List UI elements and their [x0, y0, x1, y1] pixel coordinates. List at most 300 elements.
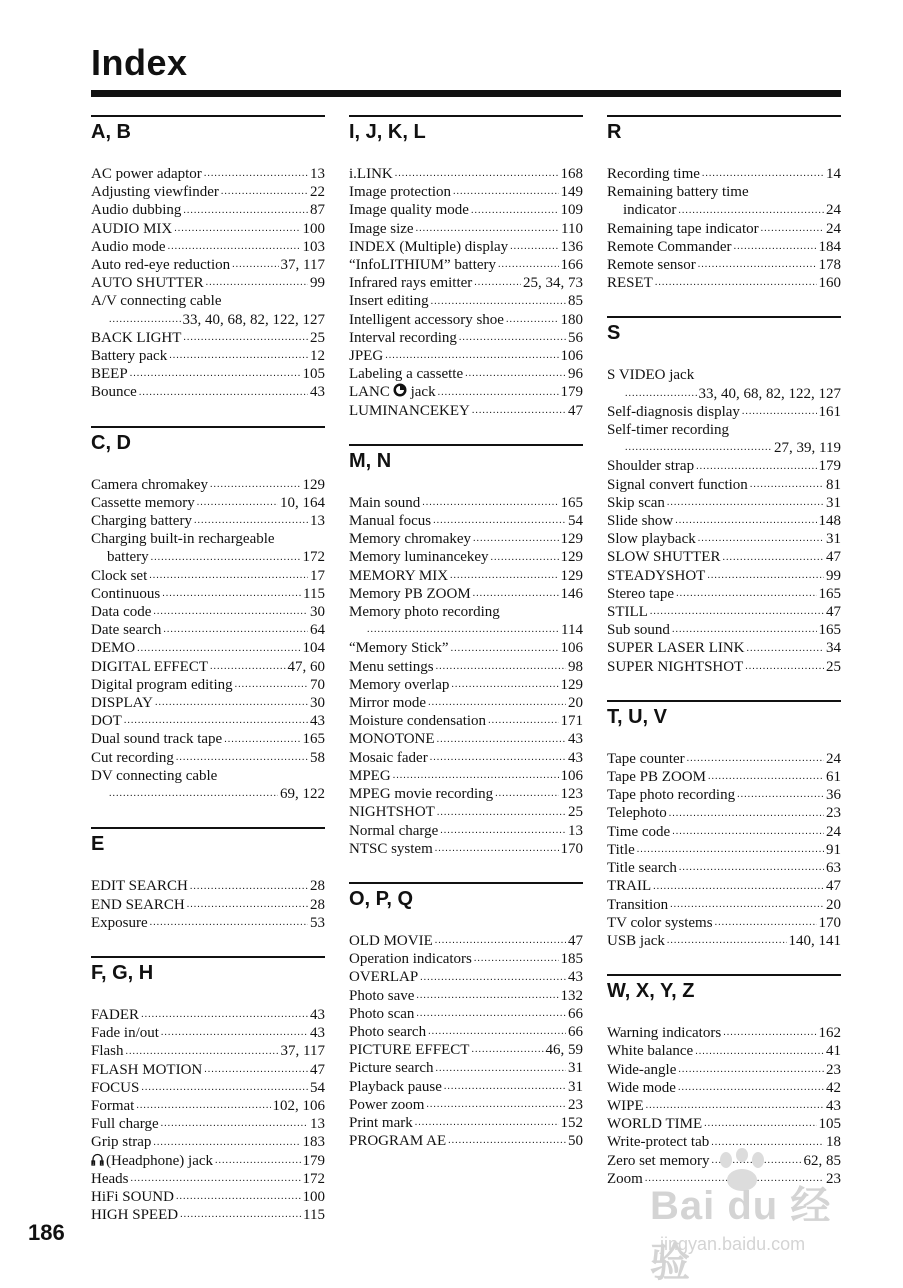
entry-pages: 20 [826, 896, 841, 913]
index-entry [91, 365, 325, 383]
section-gap [349, 420, 583, 444]
index-entry [607, 457, 841, 475]
entry-term [349, 329, 457, 347]
leader-dots [420, 971, 566, 985]
entry-term [349, 567, 448, 585]
entry-pages: 37, 117 [280, 1043, 325, 1060]
index-entry [349, 1096, 583, 1114]
index-entry [91, 585, 325, 603]
entry-pages: 25 [826, 658, 841, 675]
entry-term [349, 658, 434, 676]
entry-term [91, 1115, 159, 1133]
entry-line [607, 658, 841, 676]
entry-pages: 129 [560, 531, 583, 548]
entry-line [607, 786, 841, 804]
index-entry [91, 749, 325, 767]
index-entry [91, 914, 325, 932]
section-heading: T, U, V [607, 700, 841, 750]
leader-dots [416, 222, 559, 236]
entry-term [349, 639, 449, 657]
leader-dots [141, 1008, 308, 1022]
entry-term-text: DEMO [91, 640, 136, 657]
entry-term [91, 165, 202, 183]
entry-continuation: battery [107, 549, 149, 566]
entry-term [91, 1133, 151, 1151]
section-heading: C, D [91, 426, 325, 476]
entry-term-text: Power zoom [349, 1096, 425, 1113]
entry-term-text: Manual focus [349, 513, 432, 530]
entry-pages: 25 [310, 329, 325, 346]
entry-pages: 136 [560, 238, 583, 255]
entry-term [607, 165, 700, 183]
entry-line [607, 1097, 841, 1115]
entry-pages: 165 [302, 731, 325, 748]
entry-term-text: SUPER NIGHTSHOT [607, 658, 744, 675]
leader-dots [221, 185, 308, 199]
entry-term [349, 585, 471, 603]
leader-dots [723, 1026, 816, 1040]
entry-pages: 110 [561, 220, 583, 237]
entry-line [349, 220, 583, 238]
leader-dots [678, 1081, 824, 1095]
index-entry [349, 383, 583, 401]
entry-pages: 99 [310, 275, 325, 292]
entry-term-text: “InfoLITHIUM” battery [349, 257, 497, 274]
index-entry [607, 896, 841, 914]
index-entry [91, 1024, 325, 1042]
entry-term-text: Skip scan [607, 494, 665, 511]
entry-term [91, 238, 166, 256]
entry-term-text: STEADYSHOT [607, 567, 706, 584]
index-entry [607, 183, 841, 219]
entry-line [607, 585, 841, 603]
entry-term-text: Image protection [349, 184, 452, 201]
index-entry [349, 220, 583, 238]
entry-term [91, 730, 222, 748]
entry-term [349, 803, 435, 821]
entry-pages: 183 [302, 1134, 325, 1151]
entry-line [349, 1023, 583, 1041]
index-entry [607, 1097, 841, 1115]
entry-term-text: OLD MOVIE [349, 932, 433, 949]
entry-line [91, 877, 325, 895]
index-entry [607, 1024, 841, 1042]
entry-term-text: NTSC system [349, 840, 433, 857]
entry-line [349, 512, 583, 530]
index-entry [349, 822, 583, 840]
entry-line [91, 1115, 325, 1133]
entry-term-text: LANC [349, 384, 390, 401]
index-entry [91, 1006, 325, 1024]
entry-term [349, 1132, 446, 1150]
entry-line [607, 1042, 841, 1060]
entry-line [607, 530, 841, 548]
entry-line [607, 548, 841, 566]
entry-term-text: PICTURE EFFECT [349, 1042, 470, 1059]
entry-line [607, 914, 841, 932]
entry-term [91, 201, 181, 219]
entry-line [607, 896, 841, 914]
entry-term [349, 365, 463, 383]
entry-pages: 24 [826, 750, 841, 767]
leader-dots [130, 367, 301, 381]
leader-dots [124, 714, 308, 728]
index-entry [91, 1206, 325, 1224]
entry-term-text: Slide show [607, 513, 674, 530]
leader-dots [488, 714, 558, 728]
entry-term-text: SUPER LASER LINK [607, 640, 745, 657]
entry-pages: 170 [560, 840, 583, 857]
leader-dots [139, 386, 308, 400]
index-entry [91, 292, 325, 328]
entry-term-text: HiFi SOUND [91, 1188, 174, 1205]
entry-pages: 18 [826, 1134, 841, 1151]
section-heading: A, B [91, 115, 325, 165]
entry-line [91, 1006, 325, 1024]
entry-term [349, 603, 500, 621]
entry-term-text: Moisture condensation [349, 713, 487, 730]
entry-term [607, 658, 743, 676]
entry-line [607, 457, 841, 475]
leader-dots [695, 1045, 824, 1059]
index-entry [349, 1114, 583, 1132]
entry-line [607, 494, 841, 512]
entry-term-text: Photo search [349, 1023, 427, 1040]
entry-term-text: Main sound [349, 494, 421, 511]
entry-line [91, 476, 325, 494]
entry-term-text: Remaining tape indicator [607, 220, 759, 237]
entry-term [349, 712, 486, 730]
index-entry [349, 950, 583, 968]
leader-dots [415, 1116, 559, 1130]
leader-dots [437, 733, 566, 747]
index-entry [91, 658, 325, 676]
leader-dots [187, 898, 308, 912]
index-entry [349, 402, 583, 420]
entry-term-text: Image size [349, 220, 414, 237]
entry-term-text: i.LINK [349, 166, 393, 182]
entry-term-text: WIPE [607, 1097, 644, 1114]
entry-line [349, 311, 583, 329]
entry-pages: 168 [560, 166, 583, 182]
entry-line [607, 220, 841, 238]
leader-dots [734, 240, 817, 254]
entry-term-text: Stereo tape [607, 585, 675, 602]
index-entry [607, 932, 841, 950]
index-section [349, 444, 583, 858]
entry-pages: 43 [568, 731, 583, 748]
entry-term-text: Data code [91, 604, 152, 621]
entry-pages: 27, 39, 119 [774, 440, 841, 457]
entry-pages: 178 [818, 257, 841, 274]
entry-term [91, 1097, 134, 1115]
entry-term [91, 877, 188, 895]
entry-line [91, 658, 325, 676]
entry-term-text: Camera chromakey [91, 476, 209, 493]
index-entry [349, 694, 583, 712]
entry-pages: 47 [826, 549, 841, 566]
entry-term [91, 292, 222, 310]
section-heading: E [91, 827, 325, 877]
leader-dots [506, 313, 559, 327]
index-entry [91, 877, 325, 895]
index-entry [349, 585, 583, 603]
entry-term [91, 1152, 213, 1170]
leader-dots [131, 1172, 301, 1186]
entry-term [607, 256, 696, 274]
section-gap [349, 858, 583, 882]
index-entry [349, 494, 583, 512]
index-entry [607, 621, 841, 639]
entry-term [349, 183, 451, 201]
leader-dots [416, 1007, 566, 1021]
entry-term-text: Cut recording [91, 749, 174, 766]
leader-dots [742, 405, 817, 419]
entry-pages: 146 [560, 585, 583, 602]
title-rule [91, 90, 841, 97]
index-entry [607, 238, 841, 256]
entry-pages: 34 [826, 640, 841, 657]
entry-term-text: TRAIL [607, 878, 652, 895]
entry-pages: 25, 34, 73 [523, 275, 583, 292]
entry-line [349, 803, 583, 821]
leader-dots [126, 1045, 279, 1059]
index-entry [349, 256, 583, 274]
entry-term-text: Remote sensor [607, 257, 696, 274]
entry-line [91, 1152, 325, 1170]
entry-line [349, 694, 583, 712]
headphone-icon [91, 1152, 104, 1166]
leader-dots [163, 623, 308, 637]
watermark-brand: Bai du 经验 [650, 1184, 832, 1285]
entry-term-text: Date search [91, 622, 162, 639]
entry-line [607, 859, 841, 877]
entry-term-text: RESET [607, 275, 653, 292]
entry-pages: 106 [560, 640, 583, 657]
entry-term [607, 1061, 676, 1079]
leader-dots [141, 1081, 308, 1095]
entry-term-text: Memory luminancekey [349, 549, 489, 566]
index-entry [91, 694, 325, 712]
entry-line [91, 712, 325, 730]
entry-term-text: HIGH SPEED [91, 1207, 179, 1224]
entry-term [349, 530, 471, 548]
entry-term [607, 1079, 676, 1097]
entry-pages: 165 [560, 494, 583, 511]
entry-pages: 70 [310, 676, 325, 693]
index-entry [349, 567, 583, 585]
entry-term [91, 1024, 159, 1042]
entry-term-text: Menu settings [349, 658, 434, 675]
entry-term-text: Adjusting viewfinder [91, 184, 219, 201]
entry-term-text: MONOTONE [349, 731, 435, 748]
leader-dots [444, 1080, 566, 1094]
entry-line [607, 274, 841, 292]
entry-term-text: Continuous [91, 585, 161, 602]
index-entry [349, 676, 583, 694]
entry-pages: 28 [310, 878, 325, 895]
entry-line [607, 621, 841, 639]
entry-term-text: Charging battery [91, 513, 192, 530]
entry-term [91, 256, 230, 274]
entry-pages: 61 [826, 769, 841, 786]
leader-dots [153, 605, 308, 619]
entry-line [607, 403, 841, 421]
leader-dots [422, 496, 558, 510]
index-entry [91, 1097, 325, 1115]
index-entry [91, 567, 325, 585]
leader-dots [204, 167, 308, 181]
leader-dots [474, 952, 559, 966]
entry-line [91, 1170, 325, 1188]
entry-line [91, 292, 325, 310]
entry-term-text: Tape photo recording [607, 787, 736, 804]
index-entry [607, 859, 841, 877]
entry-pages: 33, 40, 68, 82, 122, 127 [182, 311, 325, 328]
entry-pages: 179 [302, 1152, 325, 1169]
entry-term [607, 823, 670, 841]
entry-term [607, 1042, 693, 1060]
leader-dots [176, 1190, 301, 1204]
entry-line [91, 220, 325, 238]
index-entry [607, 548, 841, 566]
index-entry [91, 530, 325, 566]
leader-dots [440, 824, 566, 838]
entry-term-text: Battery pack [91, 348, 168, 365]
entry-pages: 172 [302, 1170, 325, 1187]
entry-line [349, 567, 583, 585]
index-entry [607, 567, 841, 585]
leader-dots [153, 1136, 300, 1150]
entry-line [349, 639, 583, 657]
index-entry [91, 476, 325, 494]
entry-pages: 114 [561, 622, 583, 639]
entry-term-text: Auto red-eye reduction [91, 257, 231, 274]
leader-dots [197, 496, 278, 510]
entry-term [91, 329, 181, 347]
index-entry [349, 365, 583, 383]
entry-term-text: Photo scan [349, 1005, 415, 1022]
entry-term-text: Telephoto [607, 805, 667, 822]
entry-term [607, 403, 740, 421]
entry-pages: 161 [818, 403, 841, 420]
entry-term-text: Recording time [607, 166, 700, 182]
entry-term-text: FLASH MOTION [91, 1061, 203, 1078]
entry-pages: 13 [310, 513, 325, 530]
entry-term-text: Title search [607, 860, 677, 877]
entry-term [349, 694, 426, 712]
entry-continuation-line [607, 201, 841, 219]
index-section [349, 882, 583, 1150]
entry-term [607, 750, 685, 768]
entry-pages: 162 [818, 1025, 841, 1042]
leader-dots [206, 276, 308, 290]
leader-dots [435, 842, 559, 856]
leader-dots [210, 478, 300, 492]
entry-term [349, 1023, 426, 1041]
leader-dots [450, 569, 558, 583]
index-section [91, 115, 325, 402]
leader-dots [436, 1062, 566, 1076]
entry-line [91, 329, 325, 347]
leader-dots [395, 167, 559, 181]
leader-dots [136, 1099, 270, 1113]
entry-term [91, 1206, 178, 1224]
index-entry [607, 914, 841, 932]
entry-term [91, 365, 128, 383]
entry-term-text: A/V connecting cable [91, 293, 222, 310]
entry-term [607, 421, 729, 439]
entry-term-text: Memory PB ZOOM [349, 585, 471, 602]
entry-term [91, 1006, 139, 1024]
entry-pages: 160 [818, 275, 841, 292]
leader-dots [385, 349, 558, 363]
entry-line [349, 238, 583, 256]
entry-pages: 47 [568, 932, 583, 949]
leader-dots [169, 349, 308, 363]
entry-pages: 31 [568, 1060, 583, 1077]
entry-term-text: Operation indicators [349, 951, 472, 968]
index-entry [607, 768, 841, 786]
entry-line [607, 603, 841, 621]
entry-term [349, 383, 436, 401]
entry-term-text: Title [607, 841, 635, 858]
index-entry [349, 767, 583, 785]
entry-term [349, 1096, 424, 1114]
index-entry [349, 201, 583, 219]
entry-line [349, 292, 583, 310]
entry-line [607, 750, 841, 768]
entry-pages: 58 [310, 749, 325, 766]
entry-term [607, 457, 694, 475]
entry-term [607, 476, 748, 494]
entry-pages: 31 [568, 1078, 583, 1095]
entry-line [349, 347, 583, 365]
entry-pages: 24 [826, 220, 841, 237]
entry-pages: 24 [826, 202, 841, 219]
page-number: 186 [28, 1220, 65, 1245]
leader-dots [428, 696, 566, 710]
entry-line [349, 183, 583, 201]
index-entry [349, 530, 583, 548]
leader-dots [670, 898, 824, 912]
entry-pages: 47, 60 [287, 658, 325, 675]
leader-dots [672, 623, 817, 637]
entry-term [607, 768, 706, 786]
entry-term [91, 220, 172, 238]
entry-pages: 22 [310, 184, 325, 201]
entry-term [607, 859, 677, 877]
entry-line [91, 183, 325, 201]
entry-term [607, 494, 665, 512]
section-heading: I, J, K, L [349, 115, 583, 165]
index-entry [607, 1042, 841, 1060]
entry-line [607, 366, 841, 384]
entry-line [607, 567, 841, 585]
entry-pages: 179 [560, 384, 583, 401]
entry-pages: 100 [302, 1188, 325, 1205]
index-entry [91, 329, 325, 347]
leader-dots [667, 934, 787, 948]
leader-dots [687, 752, 824, 766]
entry-pages: 14 [826, 166, 841, 182]
index-entry [607, 786, 841, 804]
page-title: Index [91, 42, 188, 83]
entry-pages: 63 [826, 860, 841, 877]
entry-line [607, 512, 841, 530]
entry-term-text: Interval recording [349, 329, 457, 346]
entry-term-text: Grip strap [91, 1134, 152, 1151]
